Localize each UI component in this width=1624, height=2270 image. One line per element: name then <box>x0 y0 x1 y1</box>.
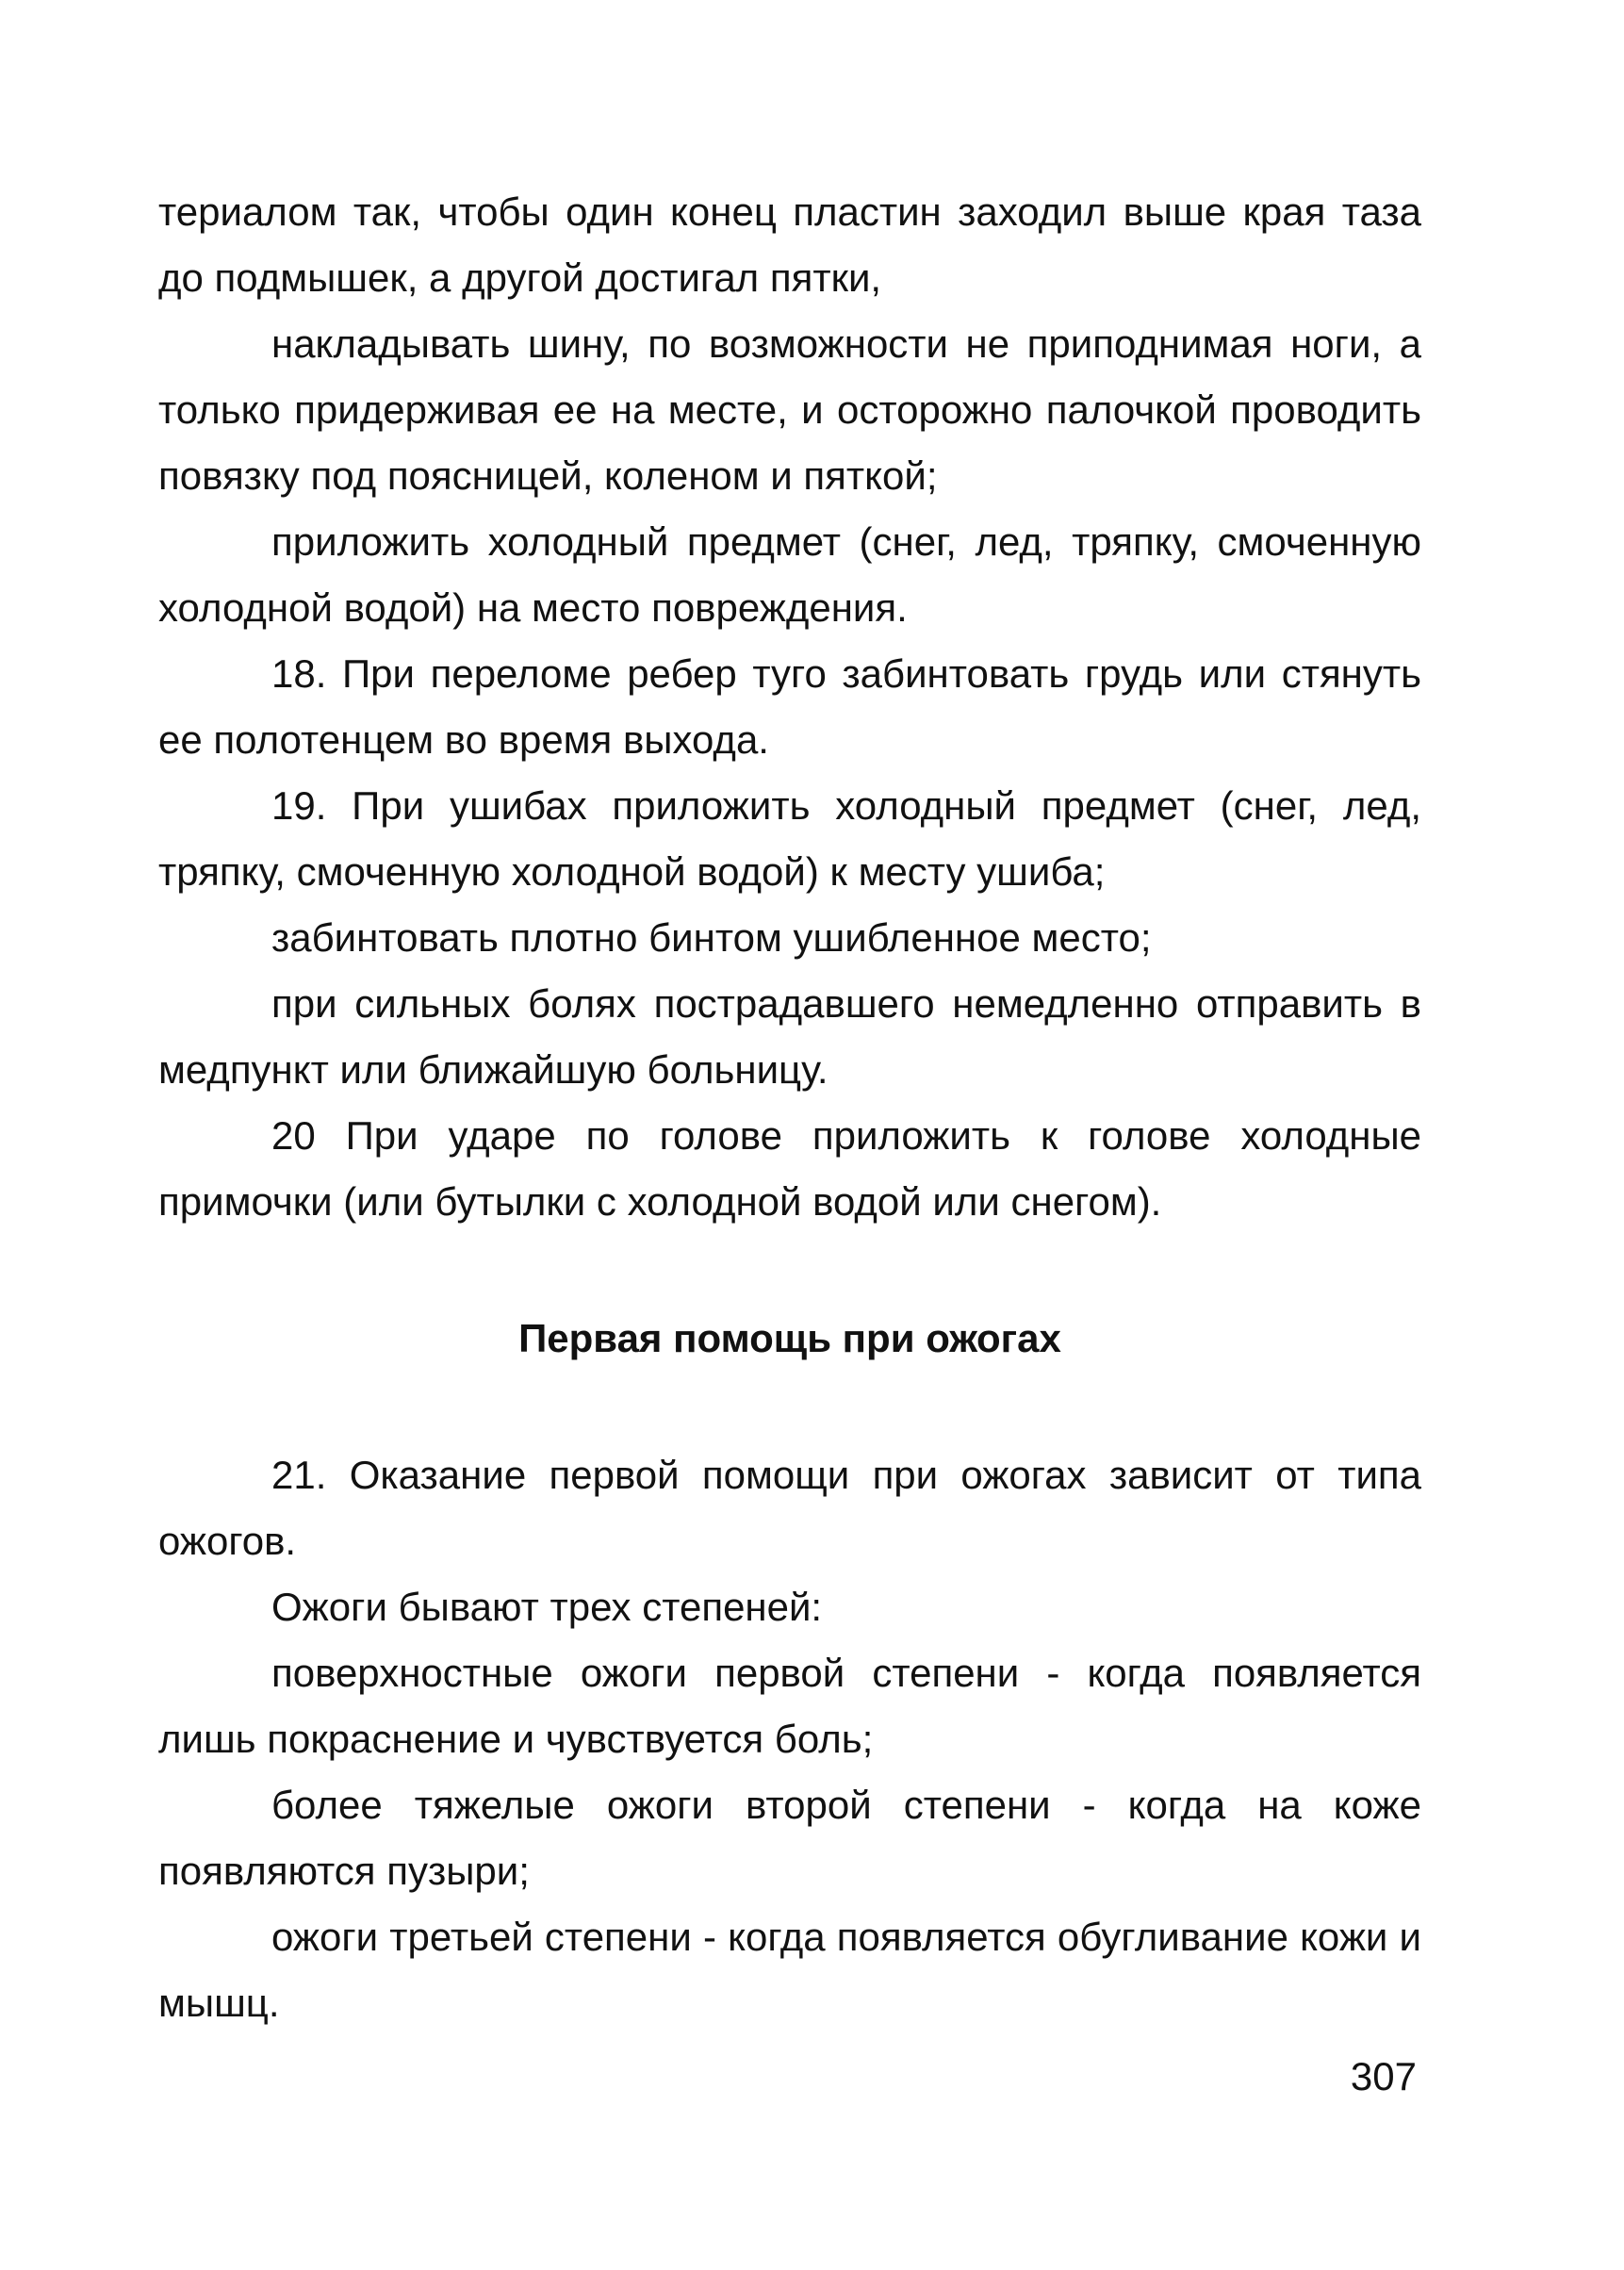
paragraph: 21. Оказание первой помощи при ожогах зависит от типа ожогов. <box>158 1453 1421 1563</box>
text-block-top <box>158 179 1421 1235</box>
paragraph: при сильных болях пострадавшего немедленно отправить в медпункт или ближайшую больницу. <box>158 981 1421 1092</box>
paragraph: забинтовать плотно бинтом ушибленное место; <box>271 915 1152 960</box>
paragraph: 20 При ударе по голове приложить к голове холодные примочки (или бутылки с холодной водой или снегом). <box>158 1113 1421 1224</box>
paragraph: териалом так, чтобы один конец пластин заходил выше края таза до подмышек, а другой достигал пятки, <box>158 189 1421 300</box>
paragraph: более тяжелые ожоги второй степени - когда на коже появляются пузыри; <box>158 1783 1421 1893</box>
paragraph: ожоги третьей степени - когда появляется обугливание кожи и мышц. <box>158 1915 1421 2025</box>
paragraph: приложить холодный предмет (снег, лед, тряпку, смоченную холодной водой) на место повреждения. <box>158 519 1421 630</box>
paragraph: 18. При переломе ребер туго забинтовать грудь или стянуть ее полотенцем во время выхода. <box>158 651 1421 762</box>
paragraph: поверхностные ожоги первой степени - когда появляется лишь покраснение и чувствуется боль; <box>158 1651 1421 1761</box>
section-heading: Первая помощь при ожогах <box>518 1316 1061 1360</box>
paragraph: накладывать шину, по возможности не приподнимая ноги, а только придерживая ее на месте, и осторожно палочкой проводить повязку под поясницей, коленом и пяткой; <box>158 321 1421 498</box>
paragraph: 19. При ушибах приложить холодный предмет (снег, лед, тряпку, смоченную холодной водой) к месту ушиба; <box>158 783 1421 894</box>
page-number: 307 <box>1350 2054 1417 2098</box>
paragraph: Ожоги бывают трех степеней: <box>271 1585 823 1629</box>
text-block-bottom <box>158 1442 1421 2036</box>
